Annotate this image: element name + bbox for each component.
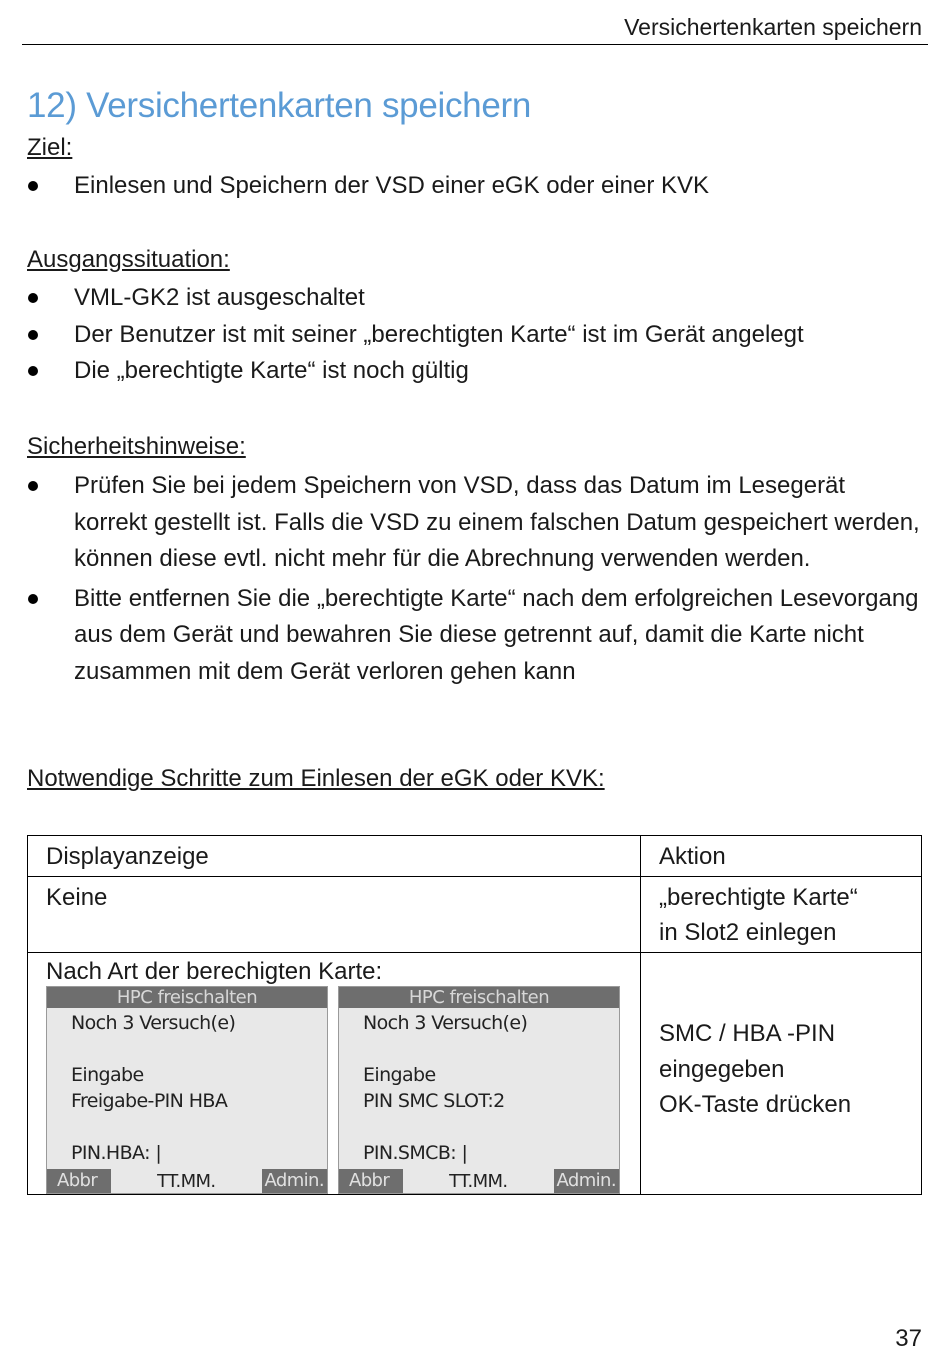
table-header-row <box>28 836 922 877</box>
lcd-softkey-bar <box>339 1169 619 1193</box>
list-item: VML-GK2 ist ausgeschaltet <box>27 280 922 317</box>
initial-situation-label: Ausgangssituation: <box>27 246 230 273</box>
list-item: Der Benutzer ist mit seiner „berechtigten Karte“ ist im Gerät angelegt <box>27 317 922 354</box>
softkey-admin: Admin. <box>554 1169 620 1193</box>
goal-list <box>27 168 922 205</box>
lcd-date: TT.MM. <box>157 1170 216 1192</box>
header-divider <box>22 44 928 45</box>
bullet-icon <box>28 330 38 340</box>
bullet-icon <box>28 293 38 303</box>
list-item: Bitte entfernen Sie die „berechtigte Karte“ nach dem erfolgreichen Lesevorgang aus dem Gerät und bewahren Sie diese getrennt auf, damit die Karte nicht zusammen mit dem Gerät verloren gehen kann <box>27 581 922 691</box>
lcd-title-bar: HPC freischalten <box>47 987 327 1008</box>
softkey-abort: Abbr <box>339 1169 403 1193</box>
goal-label: Ziel: <box>27 134 73 161</box>
display-cell: Nach Art der berechigten Karte: HPC freischalten Noch 3 Versuch(e) Eingabe Freigabe-PIN HBA PIN.HBA: | Abbr TT.MM. Admin. HPC freischalten Noch 3 Versuch(e) Eingabe PIN SMC SLOT:2 PIN.SMCB: | Abbr TT.MM. Admin. <box>28 953 641 1195</box>
bullet-icon <box>28 366 38 376</box>
steps-table <box>27 835 922 1195</box>
lcd-date: TT.MM. <box>449 1170 508 1192</box>
lcd-body: Noch 3 Versuch(e) Eingabe Freigabe-PIN HBA PIN.HBA: | <box>71 1012 236 1164</box>
display-cell: Keine <box>28 877 641 953</box>
lcd-body: Noch 3 Versuch(e) Eingabe PIN SMC SLOT:2 PIN.SMCB: | <box>363 1012 528 1164</box>
initial-situation-list <box>27 280 922 390</box>
softkey-admin: Admin. <box>262 1169 328 1193</box>
safety-notes-list <box>27 468 922 690</box>
lcd-title-bar: HPC freischalten <box>339 987 619 1008</box>
safety-notes-label: Sicherheitshinweise: <box>27 433 246 460</box>
column-header-display: Displayanzeige <box>28 836 641 877</box>
action-cell: SMC / HBA -PIN eingegeben OK-Taste drücken <box>641 953 922 1195</box>
list-item: Einlesen und Speichern der VSD einer eGK oder einer KVK <box>27 168 922 205</box>
page-title: 12) Versichertenkarten speichern <box>27 86 532 125</box>
lcd-screen-smc <box>338 986 620 1194</box>
list-item: Die „berechtigte Karte“ ist noch gültig <box>27 353 922 390</box>
running-header: Versichertenkarten speichern <box>624 14 922 40</box>
lcd-screen-hba <box>46 986 328 1194</box>
softkey-abort: Abbr <box>47 1169 111 1193</box>
column-header-action: Aktion <box>641 836 922 877</box>
bullet-icon <box>28 181 38 191</box>
table-row <box>28 953 922 1195</box>
table-row <box>28 877 922 953</box>
lcd-screens <box>46 986 622 1194</box>
lcd-softkey-bar <box>47 1169 327 1193</box>
list-item: Prüfen Sie bei jedem Speichern von VSD, dass das Datum im Lesegerät korrekt gestellt ist. Falls die VSD zu einem falschen Datum gespeichert werden, können diese evtl. nicht mehr für die Abrechnung verwenden werden. <box>27 468 922 578</box>
bullet-icon <box>28 594 38 604</box>
page-number: 37 <box>895 1325 922 1352</box>
steps-heading: Notwendige Schritte zum Einlesen der eGK oder KVK: <box>27 765 605 792</box>
action-cell: „berechtigte Karte“ in Slot2 einlegen <box>641 877 922 953</box>
bullet-icon <box>28 481 38 491</box>
